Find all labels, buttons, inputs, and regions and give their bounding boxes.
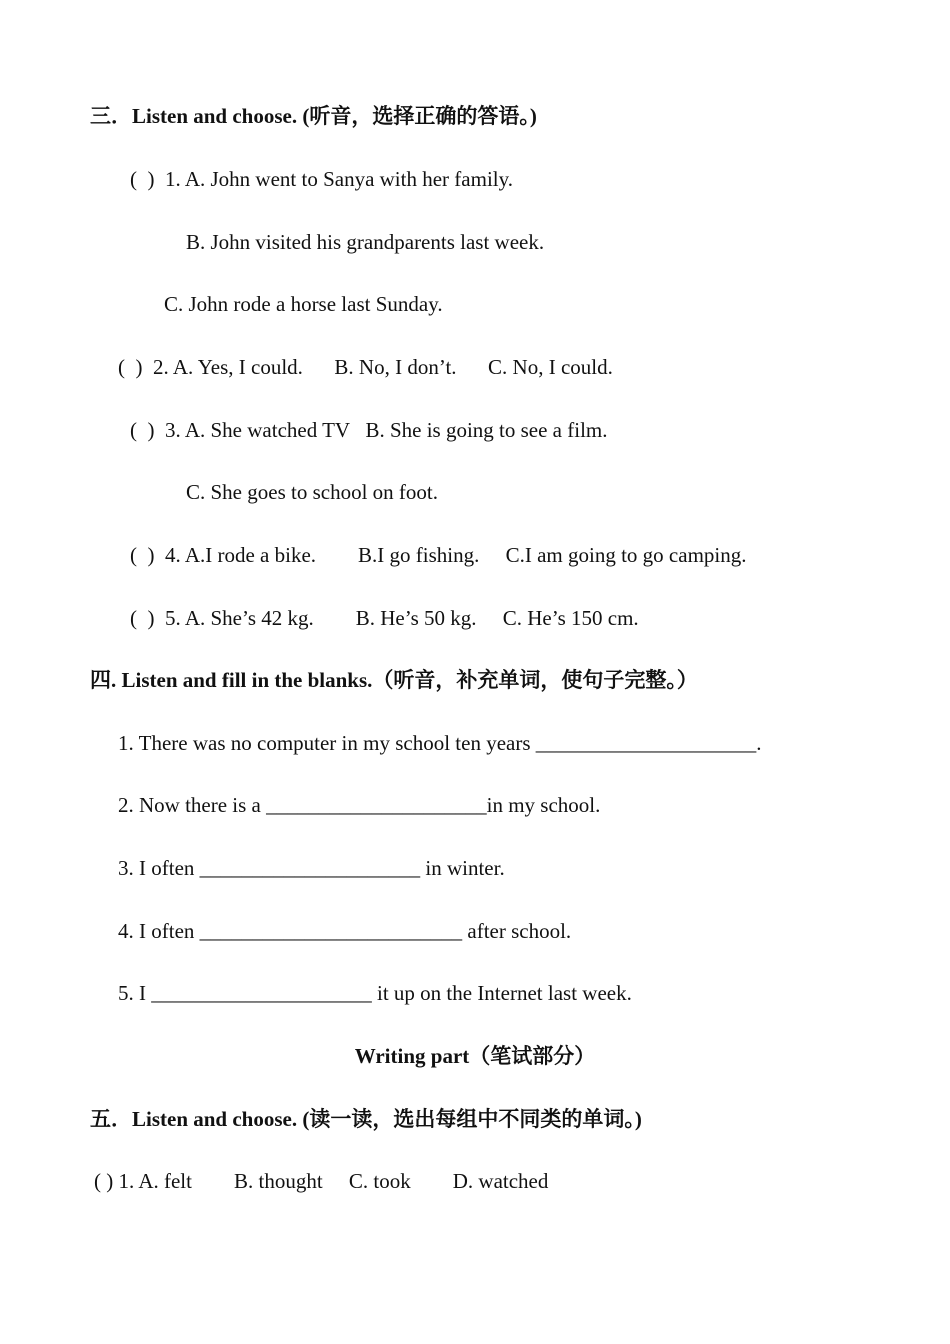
question-3-option-c: C. She goes to school on foot.: [186, 480, 438, 504]
fill-blank-2: 2. Now there is a _____________________in my school.: [118, 793, 601, 817]
fill-blank-4: 4. I often _________________________ after school.: [118, 919, 572, 943]
question-2: ( ) 2. A. Yes, I could. B. No, I don’t. C. No, I could.: [118, 355, 613, 379]
question-1-option-a: ( ) 1. A. John went to Sanya with her family.: [130, 167, 513, 191]
writing-part-title: Writing part（笔试部分）: [354, 1044, 596, 1068]
section-3-heading: 三．Listen and choose. (听音，选择正确的答语。): [90, 104, 537, 128]
question-5: ( ) 5. A. She’s 42 kg. B. He’s 50 kg. C. He’s 150 cm.: [130, 606, 639, 630]
fill-blank-5: 5. I _____________________ it up on the Internet last week.: [118, 981, 632, 1005]
fill-blank-1: 1. There was no computer in my school ten years _____________________.: [118, 731, 762, 755]
question-1-option-c: C. John rode a horse last Sunday.: [164, 292, 443, 316]
section-4-heading: 四. Listen and fill in the blanks.（听音，补充单词，使句子完整。）: [90, 668, 698, 692]
question-3-options-a-b: ( ) 3. A. She watched TV B. She is going to see a film.: [130, 418, 608, 442]
question-1-option-b: B. John visited his grandparents last week.: [186, 230, 545, 254]
section-5-question-1: ( ) 1. A. felt B. thought C. took D. watched: [94, 1169, 549, 1193]
fill-blank-3: 3. I often _____________________ in winter.: [118, 856, 505, 880]
section-5-heading: 五．Listen and choose. (读一读，选出每组中不同类的单词。): [90, 1107, 642, 1131]
question-4: ( ) 4. A.I rode a bike. B.I go fishing. C.I am going to go camping.: [130, 543, 747, 567]
